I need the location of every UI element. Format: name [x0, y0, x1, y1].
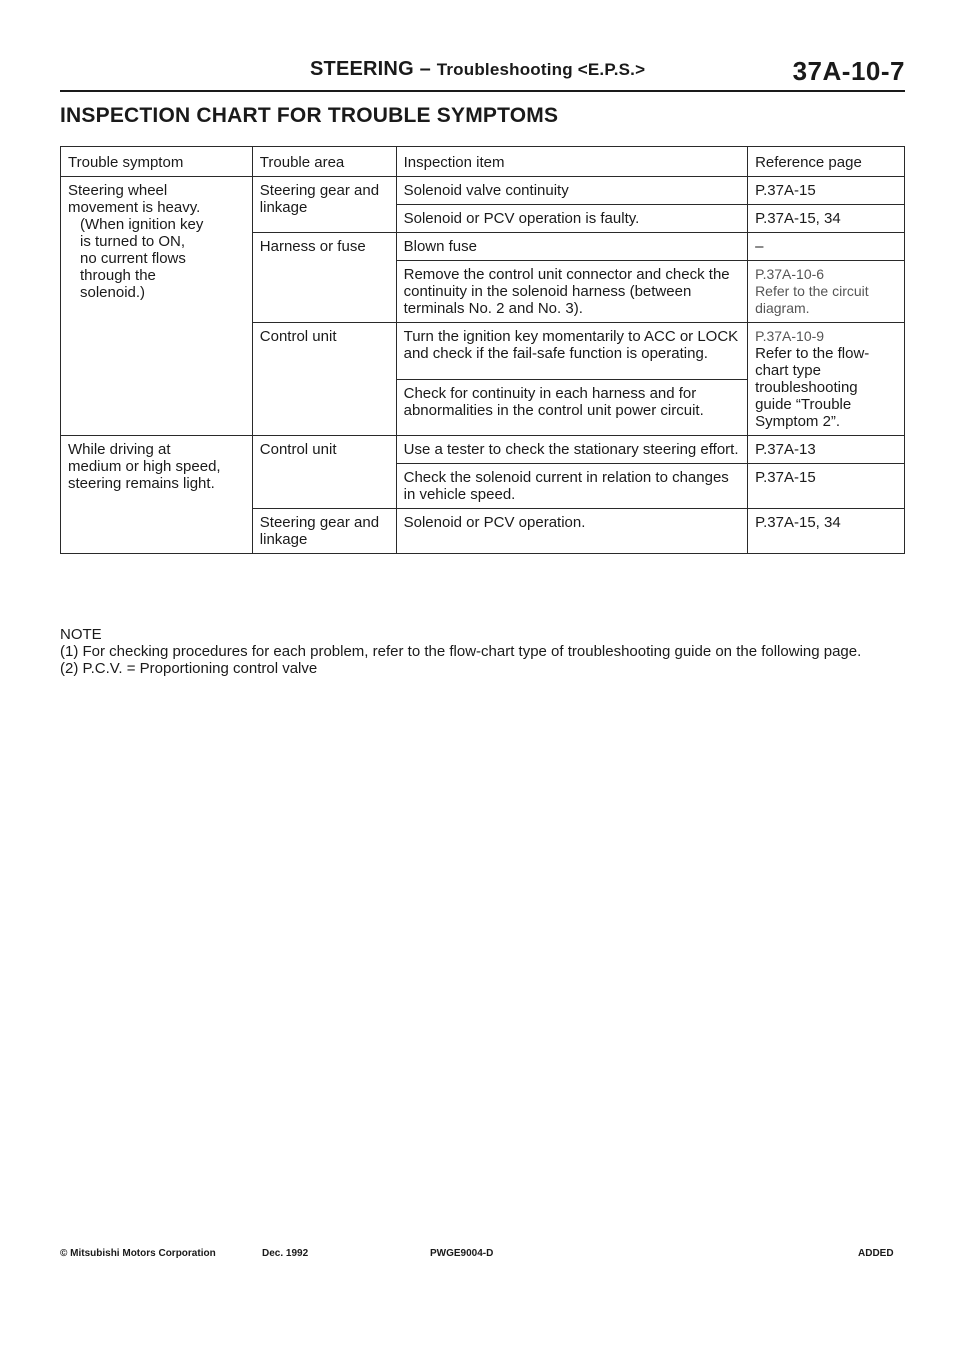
inspection-chart-table — [60, 146, 905, 554]
reference-cell: P.37A-13 — [748, 436, 905, 464]
reference-cell: P.37A-15, 34 — [748, 509, 905, 554]
symptom-text: no current flows — [80, 250, 186, 267]
reference-cell: P.37A-15, 34 — [748, 205, 905, 233]
reference-cell: P.37A-15 — [748, 177, 905, 205]
note-label: NOTE — [60, 626, 102, 643]
reference-cell — [748, 323, 905, 436]
item-cell: Check for continuity in each harness and for abnormalities in the control unit power circuit. — [396, 379, 747, 436]
item-cell: Solenoid or PCV operation. — [396, 509, 747, 554]
item-cell: Turn the ignition key momentarily to ACC or LOCK and check if the fail-safe function is operating. — [396, 323, 747, 380]
header-cell-area: Trouble area — [252, 147, 396, 177]
note-block — [60, 626, 920, 677]
header-cell-symptom: Trouble symptom — [61, 147, 253, 177]
item-cell: Solenoid valve continuity — [396, 177, 747, 205]
area-cell: Control unit — [252, 323, 396, 436]
symptom-cell-light — [61, 436, 253, 554]
symptom-text: medium or high speed, — [68, 458, 221, 475]
area-cell: Harness or fuse — [252, 233, 396, 323]
item-cell: Remove the control unit connector and check the continuity in the solenoid harness (between terminals No. 2 and No. 3). — [396, 261, 747, 323]
symptom-text: through the — [80, 267, 156, 284]
note-item: (1) For checking procedures for each problem, refer to the flow-chart type of troubleshooting guide on the following page. — [60, 643, 862, 660]
area-cell: Control unit — [252, 436, 396, 509]
footer-copyright: © Mitsubishi Motors Corporation — [60, 1248, 216, 1259]
table-row — [61, 436, 905, 464]
header-cell-item: Inspection item — [396, 147, 747, 177]
symptom-text: solenoid.) — [80, 284, 146, 301]
table-header-row — [61, 147, 905, 177]
symptom-text: While driving at — [68, 441, 171, 458]
header-page-number: 37A-10-7 — [792, 56, 905, 86]
page-header — [60, 58, 905, 92]
symptom-cell-heavy — [61, 177, 253, 436]
header-title-main: STEERING – — [310, 58, 437, 80]
symptom-text: Steering wheel — [68, 182, 168, 199]
reference-text: Refer to the circuit diagram. — [755, 283, 869, 316]
footer-status: ADDED — [858, 1248, 894, 1259]
area-cell: Steering gear and linkage — [252, 509, 396, 554]
note-item: (2) P.C.V. = Proportioning control valve — [60, 660, 318, 677]
area-cell: Steering gear and linkage — [252, 177, 396, 233]
symptom-text: (When ignition key — [80, 216, 204, 233]
reference-cell: P.37A-15 — [748, 464, 905, 509]
header-cell-reference: Reference page — [748, 147, 905, 177]
header-title — [310, 58, 645, 81]
footer-document-code: PWGE9004-D — [430, 1248, 494, 1259]
symptom-text: is turned to ON, — [80, 233, 186, 250]
reference-text: P.37A-10-6 — [755, 266, 825, 282]
item-cell: Check the solenoid current in relation to changes in vehicle speed. — [396, 464, 747, 509]
footer-date: Dec. 1992 — [262, 1248, 309, 1259]
table-row — [61, 177, 905, 205]
item-cell: Solenoid or PCV operation is faulty. — [396, 205, 747, 233]
reference-text: Refer to the flow-chart type troubleshooting guide “Trouble Symptom 2”. — [755, 345, 870, 430]
item-cell: Use a tester to check the stationary steering effort. — [396, 436, 747, 464]
item-cell: Blown fuse — [396, 233, 747, 261]
section-title: INSPECTION CHART FOR TROUBLE SYMPTOMS — [60, 104, 559, 127]
reference-text: P.37A-10-9 — [755, 328, 825, 344]
symptom-text: movement is heavy. — [68, 199, 201, 216]
reference-cell: – — [748, 233, 905, 261]
symptom-text: steering remains light. — [68, 475, 215, 492]
symptom-text — [68, 216, 246, 301]
header-title-sub: Troubleshooting <E.P.S.> — [436, 60, 646, 79]
reference-cell — [748, 261, 905, 323]
